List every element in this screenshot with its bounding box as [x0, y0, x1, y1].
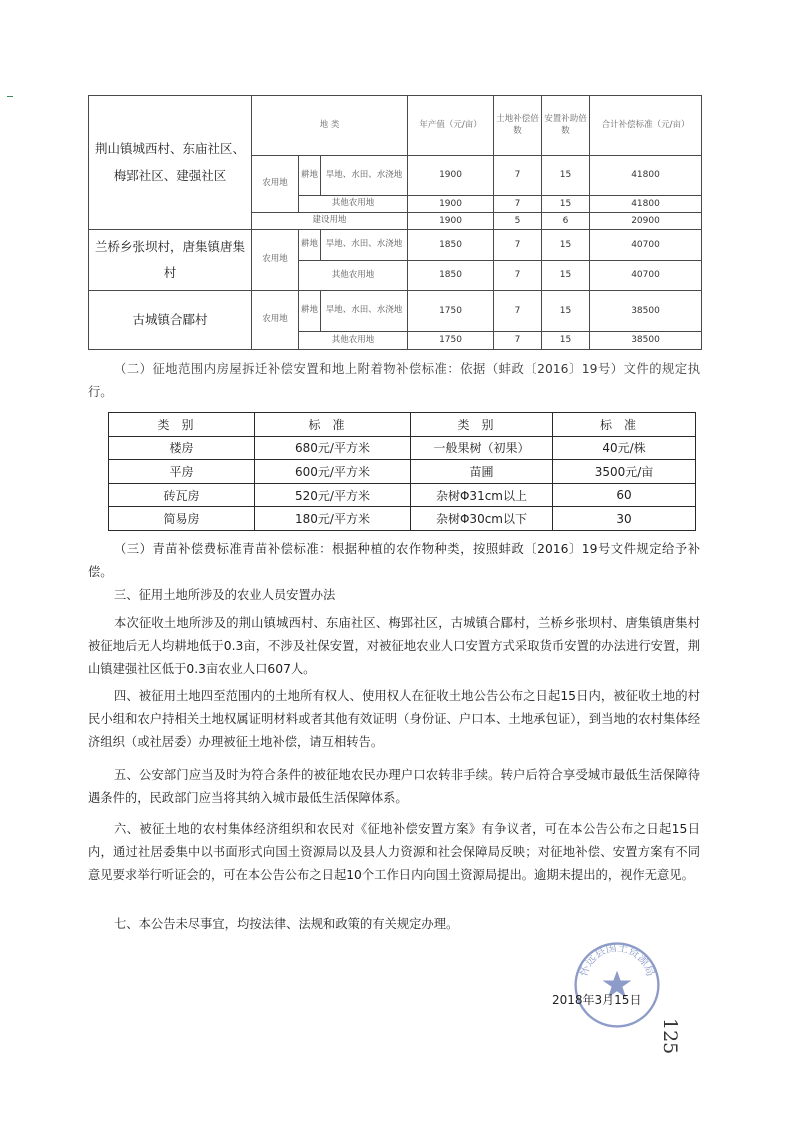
table-cell: 楼房: [109, 436, 255, 460]
resettle-multiple-value: 15: [542, 230, 590, 261]
output-value: 1850: [408, 230, 494, 261]
other-farmland-label: 其他农用地: [299, 332, 408, 350]
resettle-multiple-value: 15: [542, 332, 590, 350]
header-land-category: 地 类: [252, 96, 408, 156]
paragraph-section-3: （三）青苗补偿费标准青苗补偿标准：根据种植的农作物种类，按照蚌政〔2016〕19号文件规定给予补偿。: [88, 542, 700, 579]
header-total-standard: 合计补偿标准（元/亩）: [590, 96, 702, 156]
arable-desc: 旱地、水田、水浇地: [321, 291, 408, 332]
farmland-label: 农用地: [252, 291, 299, 350]
total-value: 40700: [590, 230, 702, 261]
header-annual-output: 年产值（元/亩）: [408, 96, 494, 156]
land-multiple-value: 7: [494, 291, 542, 332]
resettle-multiple-value: 15: [542, 291, 590, 332]
resettle-multiple-value: 15: [542, 156, 590, 196]
resettle-multiple-value: 6: [542, 213, 590, 230]
table-row: [109, 436, 696, 460]
arable-label: 耕地: [299, 230, 321, 261]
output-value: 1750: [408, 332, 494, 350]
header-category: 类别: [411, 413, 553, 437]
arable-desc: 旱地、水田、水浇地: [321, 156, 408, 196]
table-cell: 简易房: [109, 507, 255, 531]
total-value: 20900: [590, 213, 702, 230]
table-cell: 60: [553, 483, 696, 507]
land-multiple-value: 5: [494, 213, 542, 230]
farmland-label: 农用地: [252, 156, 299, 213]
seal-text: 怀远县国土资源局: [576, 940, 658, 978]
table-row: [89, 291, 702, 332]
margin-mark: [7, 96, 13, 97]
header-standard: 标准: [553, 413, 696, 437]
farmland-label: 农用地: [252, 230, 299, 291]
table-cell: 杂树Φ31cm以上: [411, 483, 553, 507]
output-value: 1900: [408, 213, 494, 230]
output-value: 1750: [408, 291, 494, 332]
section-7: 七、本公告未尽事宜，均按法律、法规和政策的有关规定办理。: [114, 917, 459, 931]
page-number: 125: [659, 1018, 681, 1055]
section-3-body: 本次征收土地所涉及的荆山镇城西村、东庙社区、梅郢社区，古城镇合郿村，兰桥乡张坝村、唐集镇唐集村被征地后无人均耕地低于0.3亩，不涉及社保安置，对被征地农业人口安置方式采取货币安置的办法进行安置，荆山镇建强社区低于0.3亩农业人口607人。: [88, 616, 700, 676]
table-cell: 苗圃: [411, 460, 553, 484]
table-row: [89, 230, 702, 261]
other-farmland-label: 其他农用地: [299, 261, 408, 291]
table-cell: 520元/平方米: [255, 483, 411, 507]
table-cell: 砖瓦房: [109, 483, 255, 507]
land-compensation-table: [88, 95, 702, 350]
section-5: 五、公安部门应当及时为符合条件的被征地农民办理户口农转非手续。转户后符合享受城市最低生活保障待遇条件的，民政部门应当将其纳入城市最低生活保障体系。: [88, 768, 700, 805]
arable-label: 耕地: [299, 156, 321, 196]
total-value: 38500: [590, 332, 702, 350]
total-value: 38500: [590, 291, 702, 332]
table-cell: 3500元/亩: [553, 460, 696, 484]
table-cell: 600元/平方米: [255, 460, 411, 484]
land-multiple-value: 7: [494, 156, 542, 196]
location-cell: 古城镇合郿村: [89, 291, 252, 350]
section-6: 六、被征土地的农村集体经济组织和农民对《征地补偿安置方案》有争议者，可在本公告公布之日起15日内，通过社居委集中以书面形式向国土资源局以及县人力资源和社会保障局反映；对征地补偿、安置方案有不同意见要求举行听证会的，可在本公告公布之日起10个工作日内向国土资源局提出。逾期未提出的，视作无意见。: [88, 822, 700, 882]
land-multiple-value: 7: [494, 230, 542, 261]
table-cell: 680元/平方米: [255, 436, 411, 460]
total-value: 40700: [590, 261, 702, 291]
other-farmland-label: 其他农用地: [299, 196, 408, 213]
table-cell: 一般果树（初果）: [411, 436, 553, 460]
document-date: 2018年3月15日: [552, 993, 642, 1007]
output-value: 1850: [408, 261, 494, 291]
output-value: 1900: [408, 196, 494, 213]
location-cell: 荆山镇城西村、东庙社区、梅郢社区、建强社区: [89, 96, 252, 230]
header-resettle-multiple: 安置补助倍数: [542, 96, 590, 156]
table-cell: 杂树Φ30cm以下: [411, 507, 553, 531]
land-multiple-value: 7: [494, 196, 542, 213]
resettle-multiple-value: 15: [542, 261, 590, 291]
land-multiple-value: 7: [494, 332, 542, 350]
land-multiple-value: 7: [494, 261, 542, 291]
resettle-multiple-value: 15: [542, 196, 590, 213]
table-cell: 平房: [109, 460, 255, 484]
total-value: 41800: [590, 156, 702, 196]
table-header-row: [89, 96, 702, 156]
arable-desc: 旱地、水田、水浇地: [321, 230, 408, 261]
table-row: [109, 507, 696, 531]
table-cell: 180元/平方米: [255, 507, 411, 531]
header-standard: 标准: [255, 413, 411, 437]
table-row: [109, 483, 696, 507]
table-cell: 40元/株: [553, 436, 696, 460]
arable-label: 耕地: [299, 291, 321, 332]
section-3-title: 三、征用土地所涉及的农业人员安置办法: [114, 588, 336, 602]
attachment-compensation-table: [108, 412, 696, 531]
paragraph-section-2: （二）征地范围内房屋拆迁补偿安置和地上附着物补偿标准：依据（蚌政〔2016〕19号）文件的规定执行。: [88, 362, 700, 399]
header-category: 类别: [109, 413, 255, 437]
output-value: 1900: [408, 156, 494, 196]
construction-land-label: 建设用地: [252, 213, 408, 230]
location-cell: 兰桥乡张坝村，唐集镇唐集村: [89, 230, 252, 291]
total-value: 41800: [590, 196, 702, 213]
table-header-row: [109, 413, 696, 437]
section-4: 四、被征用土地四至范围内的土地所有权人、使用权人在征收土地公告公布之日起15日内，被征收土地的村民小组和农户持相关土地权属证明材料或者其他有效证明（身份证、户口本、土地承包证），到当地的农村集体经济组织（或社居委）办理被征土地补偿，请互相转告。: [88, 689, 700, 749]
header-land-multiple: 土地补偿倍数: [494, 96, 542, 156]
table-cell: 30: [553, 507, 696, 531]
official-seal: [572, 940, 662, 1030]
table-row: [109, 460, 696, 484]
